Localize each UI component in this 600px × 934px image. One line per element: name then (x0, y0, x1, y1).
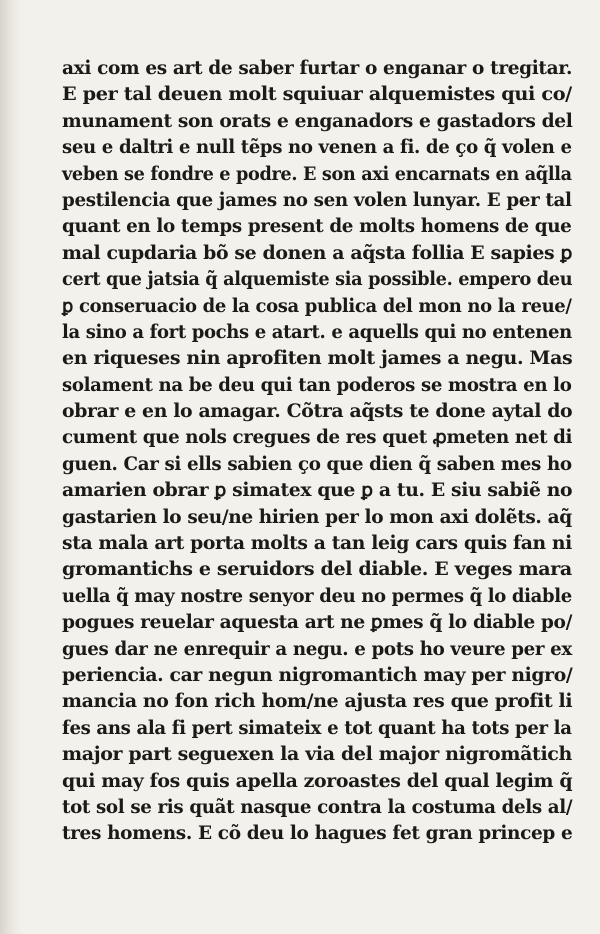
text-line: tres homens. E cõ deu lo hagues fet gran princep e (62, 823, 573, 845)
text-line: pogues reuelar aquesta art ne ꝑmes q̃ lo diable po/ (62, 612, 573, 634)
text-line: seu e daltri e null tẽps no venen a fi. de ço q̃ volen e (62, 137, 572, 159)
text-line: cument que nols cregues de res quet ꝓmeten net di (62, 427, 573, 449)
text-line: cert que jatsia q̃ alquemiste sia possible. empero deu (62, 269, 573, 291)
text-line: qui may fos quis apella zoroastes del qual legim q̃ (62, 770, 573, 792)
text-line: veben se fondre e podre. E son axi encarnats en aq̃lla (62, 163, 572, 185)
text-line: guen. Car si ells sabien ço que dien q̃ saben mes ho (62, 453, 572, 475)
text-line: axi com es art de saber furtar o enganar o tregitar. (62, 58, 573, 79)
text-line: en riqueses nin aprofiten molt james a negu. Mas (62, 348, 573, 370)
text-line: mancia no fon rich hom/ne ajusta res que profit li (62, 691, 573, 713)
text-line: uella q̃ may nostre senyor deu no permes q̃ lo diable (62, 585, 572, 607)
text-line: obrar e en lo amagar. Cõtra aq̃sts te done aytal do (62, 401, 573, 423)
incunable-text-block (62, 56, 572, 848)
text-line: quant en lo temps present de molts homens de que (62, 216, 572, 238)
text-line: E per tal deuen molt squiuar alquemistes qui co/ (62, 84, 572, 106)
text-line: gastarien lo seu/ne hirien per lo mon axi dolẽts. aq̃ (62, 506, 572, 528)
text-line: pestilencia que james no sen volen lunyar. E per tal (62, 189, 572, 211)
text-line: major part seguexen la via del major nigromãtich (62, 744, 572, 766)
text-line: periencia. car negun nigromantich may per nigro/ (62, 664, 573, 686)
page-gutter-shadow (0, 0, 22, 934)
text-line: ꝑ conseruacio de la cosa publica del mon no la reue/ (62, 295, 572, 317)
text-line: gromantichs e seruidors del diable. E veges mara (62, 559, 572, 581)
text-line: mal cupdaria bõ se donen a aq̃sta follia E sapies ꝑ (62, 242, 573, 264)
text-line: gues dar ne enrequir a negu. e pots ho veure per ex (62, 638, 572, 660)
text-line: tot sol se ris quãt nasque contra la costuma dels al/ (62, 796, 573, 818)
text-line: fes ans ala fi pert simateix e tot quant ha tots per la (62, 717, 572, 739)
text-line: solament na be deu qui tan poderos se mostra en lo (62, 374, 572, 396)
text-line: sta mala art porta molts a tan leig cars quis fan ni (62, 533, 572, 555)
text-line: amarien obrar ꝑ simatex que ꝑ a tu. E siu sabiẽ no (62, 480, 573, 502)
text-line: la sino a fort pochs e atart. e aquells qui no entenen (62, 321, 572, 343)
text-line: munament son orats e enganadors e gastadors del (62, 110, 573, 132)
